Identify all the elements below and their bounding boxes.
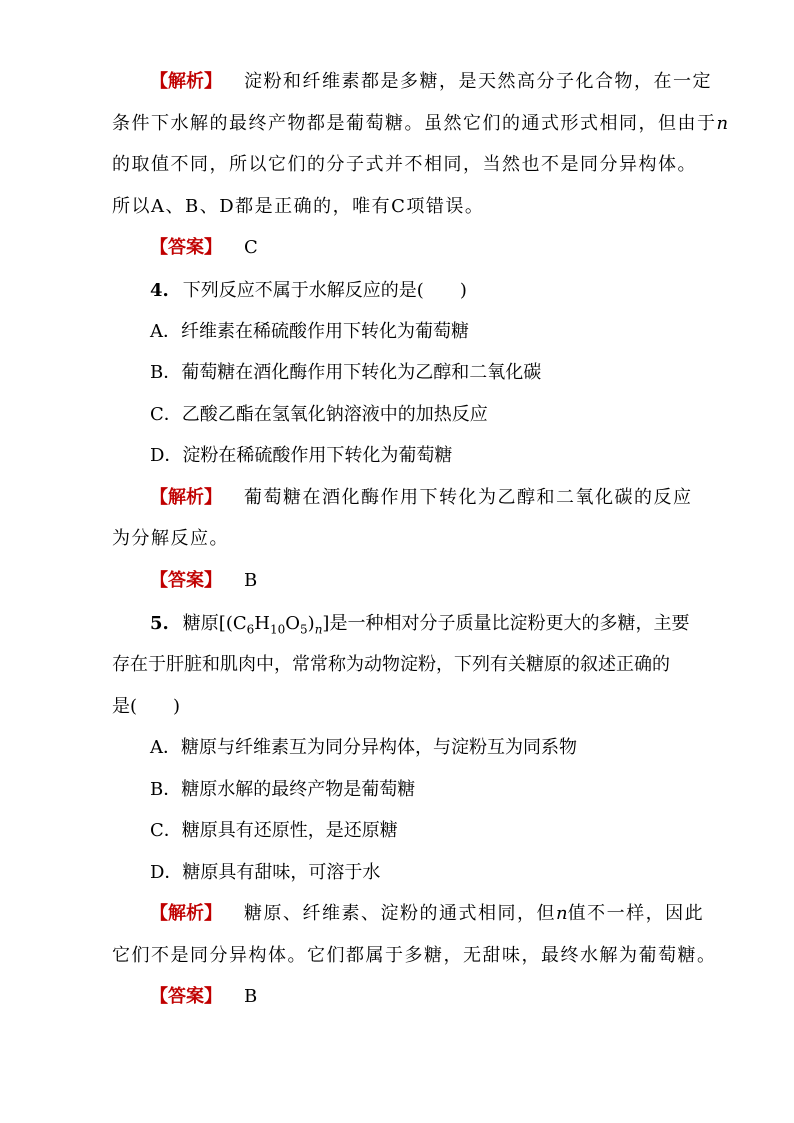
q5-answer-value: B xyxy=(244,986,258,1007)
q5-analysis-line-2 xyxy=(112,945,717,967)
q5-analysis-pre: 糖原、纤维素、淀粉的通式相同，但 xyxy=(244,903,556,924)
q5-option-a: A．糖原与纤维素互为同分异构体，与淀粉互为同系物 xyxy=(150,737,577,758)
q4-analysis-line-1 xyxy=(150,487,693,509)
q4-analysis-label: 【解析】 xyxy=(150,487,222,508)
q5-sub-3: 5 xyxy=(300,622,308,637)
q5-answer xyxy=(150,986,257,1008)
q5-stem-o: O xyxy=(285,613,301,634)
q4-option-c: C．乙酸乙酯在氢氧化钠溶液中的加热反应 xyxy=(150,404,488,425)
q4-answer xyxy=(150,570,257,592)
q5-stem-h: H xyxy=(254,613,270,634)
q3-analysis-text-4: 所以A、B、D都是正确的，唯有C项错误。 xyxy=(112,196,485,217)
q5-analysis-label: 【解析】 xyxy=(150,903,222,924)
q4-answer-value: B xyxy=(244,570,258,591)
q5-sub-n-text: n xyxy=(314,622,323,637)
q3-answer xyxy=(150,237,258,259)
q5-stem-post: ]是一种相对分子质量比淀粉更大的多糖，主要 xyxy=(322,613,690,634)
q4-option-d: D．淀粉在稀硫酸作用下转化为葡萄糖 xyxy=(150,445,453,466)
q3-analysis-line-3 xyxy=(112,154,697,176)
q5-option-d: D．糖原具有甜味，可溶于水 xyxy=(150,862,381,883)
q5-number: 5. xyxy=(150,613,169,634)
q3-answer-label: 【答案】 xyxy=(150,237,222,258)
q3-answer-value: C xyxy=(244,237,258,258)
q5-stem-line-3: 是( ) xyxy=(112,696,181,717)
q4-stem-text: 下列反应不属于水解反应的是( ) xyxy=(182,280,467,301)
q3-analysis-text-3: 的取值不同，所以它们的分子式并不相同，当然也不是同分异构体。 xyxy=(112,154,697,175)
q4-number: 4. xyxy=(150,280,169,301)
q5-sub-1: 6 xyxy=(246,622,255,637)
q3-analysis-var: n xyxy=(716,113,729,134)
q3-analysis-label: 【解析】 xyxy=(150,71,222,92)
q3-analysis-line-4 xyxy=(112,196,484,218)
q5-analysis-text-2: 它们不是同分异构体。它们都属于多糖，无甜味，最终水解为葡萄糖。 xyxy=(112,945,717,966)
q5-analysis-line-1 xyxy=(150,903,704,925)
q4-analysis-text-2: 为分解反应。 xyxy=(112,528,229,549)
q5-sub-2: 10 xyxy=(269,622,286,637)
q3-analysis-line-1 xyxy=(150,71,712,93)
q4-analysis-line-2 xyxy=(112,528,229,550)
q5-stem-line-1 xyxy=(150,613,689,635)
q3-analysis-line-2 xyxy=(112,113,728,135)
q3-analysis-text-2: 条件下水解的最终产物都是葡萄糖。虽然它们的通式形式相同，但由于 xyxy=(112,113,717,134)
q5-option-b: B．糖原水解的最终产物是葡萄糖 xyxy=(150,779,416,800)
q5-stem-pre: 糖原[(C xyxy=(182,613,247,634)
q5-analysis-post: 值不一样，因此 xyxy=(567,903,705,924)
q4-analysis-text-1: 葡萄糖在酒化酶作用下转化为乙醇和二氧化碳的反应 xyxy=(244,487,693,508)
q5-stem-paren: ) xyxy=(307,613,315,634)
q3-analysis-text-1: 淀粉和纤维素都是多糖，是天然高分子化合物，在一定 xyxy=(244,71,712,92)
q5-stem-line-2: 存在于肝脏和肌肉中，常常称为动物淀粉，下列有关糖原的叙述正确的 xyxy=(112,654,670,675)
q4-option-a: A．纤维素在稀硫酸作用下转化为葡萄糖 xyxy=(150,321,469,342)
q4-answer-label: 【答案】 xyxy=(150,570,222,591)
q4-option-b: B．葡萄糖在酒化酶作用下转化为乙醇和二氧化碳 xyxy=(150,362,542,383)
q5-analysis-var: n xyxy=(556,903,568,924)
q4-stem xyxy=(150,280,467,302)
q5-option-c: C．糖原具有还原性，是还原糖 xyxy=(150,820,398,841)
q5-answer-label: 【答案】 xyxy=(150,986,222,1007)
